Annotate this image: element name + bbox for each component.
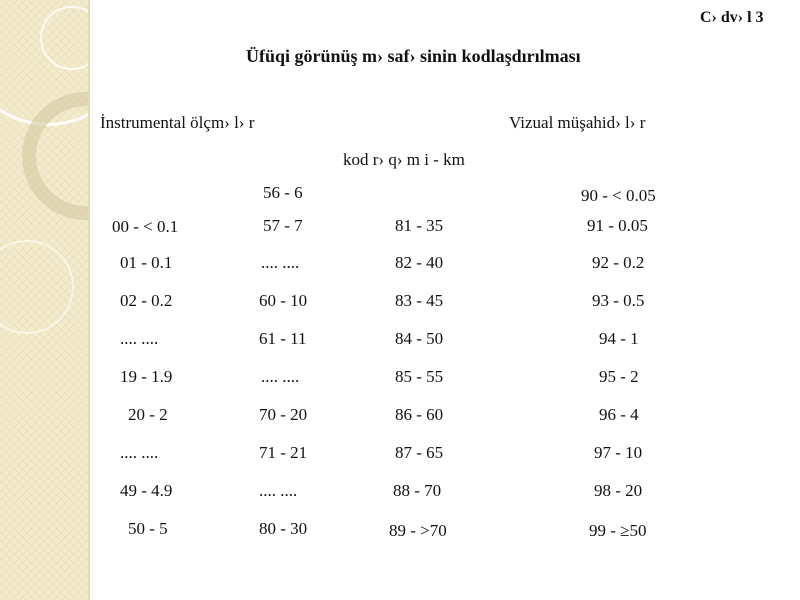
table-cell: 94 - 1 bbox=[599, 329, 639, 348]
table-cell: 01 - 0.1 bbox=[120, 253, 173, 272]
decorative-sidebar bbox=[0, 0, 90, 600]
table-cell: 61 - 11 bbox=[259, 329, 307, 348]
section-heading-instrumental: İnstrumental ölçm› l› r bbox=[100, 113, 255, 132]
table-cell: 20 - 2 bbox=[128, 405, 168, 424]
table-cell: 87 - 65 bbox=[395, 443, 444, 462]
table-cell: 82 - 40 bbox=[395, 253, 444, 272]
table-cell: 80 - 30 bbox=[259, 519, 308, 538]
table-cell: 57 - 7 bbox=[263, 216, 303, 235]
table-cell: .... .... bbox=[120, 443, 159, 462]
table-cell: 50 - 5 bbox=[128, 519, 168, 538]
table-cell: 02 - 0.2 bbox=[120, 291, 173, 310]
table-cell: .... .... bbox=[120, 329, 159, 348]
table-cell: 96 - 4 bbox=[599, 405, 639, 424]
table-cell: 83 - 45 bbox=[395, 291, 444, 310]
table-cell: 95 - 2 bbox=[599, 367, 639, 386]
page-title: Üfüqi görünüş m› saf› sinin kodlaşdırılması bbox=[246, 46, 581, 66]
table-cell: 98 - 20 bbox=[594, 481, 643, 500]
table-cell: .... .... bbox=[261, 253, 300, 272]
table-cell: 91 - 0.05 bbox=[587, 216, 648, 235]
table-cell: 86 - 60 bbox=[395, 405, 444, 424]
table-cell: 70 - 20 bbox=[259, 405, 308, 424]
table-cell: 71 - 21 bbox=[259, 443, 308, 462]
table-cell: 99 - ≥50 bbox=[589, 521, 647, 540]
table-cell: 88 - 70 bbox=[393, 481, 442, 500]
table-cell: 85 - 55 bbox=[395, 367, 444, 386]
table-cell: 92 - 0.2 bbox=[592, 253, 645, 272]
table-cell: 89 - >70 bbox=[389, 521, 447, 540]
table-cell: .... .... bbox=[259, 481, 298, 500]
table-cell: 84 - 50 bbox=[395, 329, 444, 348]
table-cell: 00 - < 0.1 bbox=[112, 217, 179, 236]
section-heading-visual: Vizual müşahid› l› r bbox=[509, 113, 646, 132]
table-cell: 56 - 6 bbox=[263, 183, 303, 202]
table-cell: 81 - 35 bbox=[395, 216, 444, 235]
table-cell: 93 - 0.5 bbox=[592, 291, 645, 310]
table-number-label: C› dv› l 3 bbox=[700, 9, 764, 26]
table-cell: 97 - 10 bbox=[594, 443, 643, 462]
table-cell: .... .... bbox=[261, 367, 300, 386]
table-cell: 49 - 4.9 bbox=[120, 481, 173, 500]
table-cell: 19 - 1.9 bbox=[120, 367, 173, 386]
table-cell: 90 - < 0.05 bbox=[581, 186, 656, 205]
table-cell: 60 - 10 bbox=[259, 291, 308, 310]
code-km-label: kod r› q› m i - km bbox=[343, 150, 465, 169]
